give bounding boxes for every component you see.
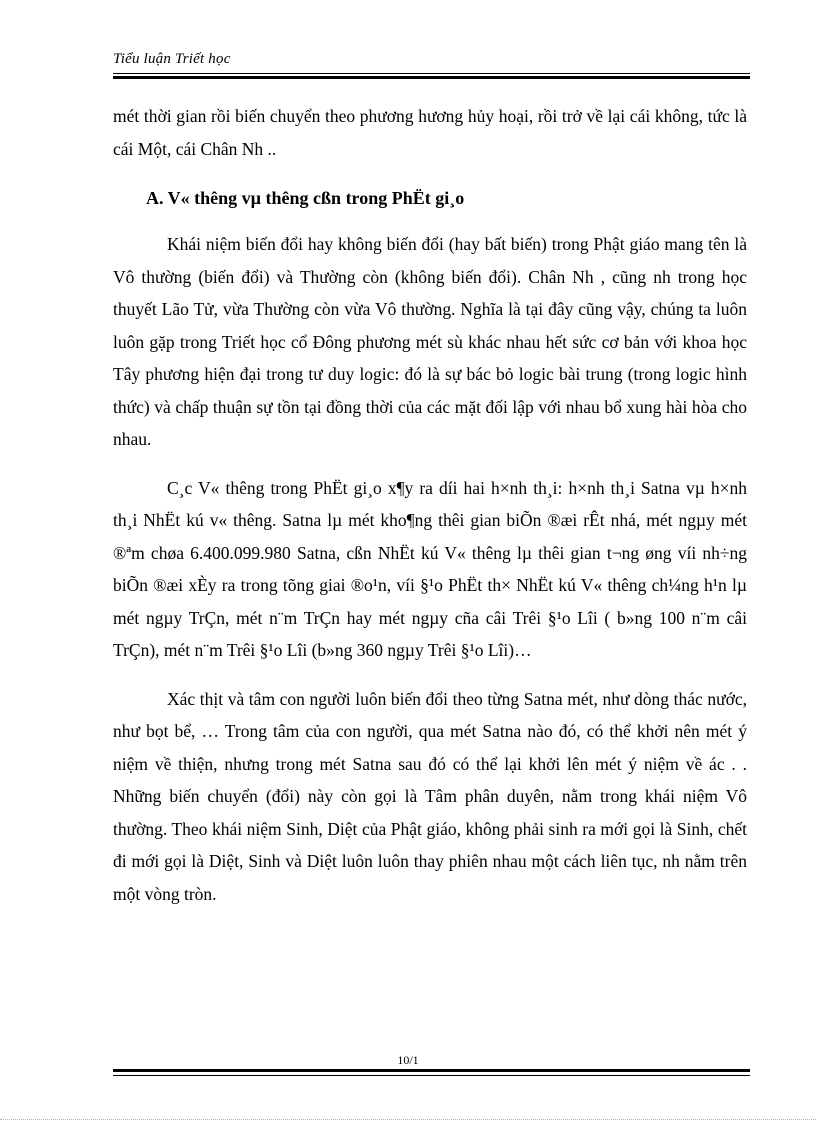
footer-rule-thin	[113, 1075, 750, 1076]
page-number: 10/1	[397, 1053, 419, 1067]
header-rule-thick	[113, 76, 750, 79]
body-text	[113, 100, 747, 910]
running-header: Tiểu luận Triết học	[113, 51, 231, 67]
page-edge-divider	[0, 1119, 816, 1120]
paragraph-3: Xác thịt và tâm con người luôn biến đổi theo từng Satna mét, như dòng thác nước, như bọt bể, … Trong tâm của con người, qua mét Satna nào đó, có thể khởi nên mét ý niệm về thiện, nhưng trong mét Satna sau đó có thể lại khởi lên mét ý niệm về ác . . Những biến chuyển (đổi) này còn gọi là Tâm phân duyên, nằm trong khái niệm Vô thường. Theo khái niệm Sinh, Diệt của Phật giáo, không phải sinh ra mới gọi là Sinh, chết đi mới gọi là Diệt, Sinh và Diệt luôn luôn thay phiên nhau một cách liên tục, nh nằm trên một vòng tròn.	[113, 688, 747, 904]
header-rule-thin	[113, 73, 750, 74]
paragraph-1: Khái niệm biến đổi hay không biến đổi (hay bất biến) trong Phật giáo mang tên là Vô thường (biến đổi) và Thường còn (không biến đổi). Chân Nh , cũng nh trong học thuyết Lão Tử, vừa Thường còn vừa Vô thường. Nghĩa là tại đây cũng vậy, chúng ta luôn luôn gặp trong Triết học cổ Đông phương mét sù khác nhau hết sức cơ bản với khoa học Tây phương hiện đại trong tư duy logic: đó là sự bác bỏ logic bài trung (trong logic hình thức) và chấp thuận sự tồn tại đồng thời của các mặt đối lập với nhau bổ xung hài hòa cho nhau.	[113, 234, 747, 449]
paragraph-2: C¸c V« thêng trong PhËt gi¸o x¶y ra díi hai h×nh th¸i: h×nh th¸i Satna vµ h×nh th¸i NhËt kú v« thêng. Satna lµ mét kho¶ng thêi gian biÕn ®æi rÊt nhá, mét ngµy mét ®ªm chøa 6.400.099.980 Satna, cßn NhËt kú V« thêng lµ thêi gian t¬ng øng víi nh÷ng biÕn ®æi xÈy ra trong tõng giai ®o¹n, víi §¹o PhËt th× NhËt kú V« thêng ch¼ng h¹n lµ mét ngµy TrÇn, mét n¨m TrÇn hay mét ngµy cña câi Trêi §¹o Lîi ( b»ng 100 n¨m câi TrÇn), mét n¨m Trêi §¹o Lîi (b»ng 360 ngµy Trêi §¹o Lîi)…	[113, 477, 747, 660]
footer-rule-thick	[113, 1069, 750, 1072]
section-heading: A. V« thêng vµ thêng cßn trong PhËt gi¸o	[146, 188, 465, 208]
continuation-paragraph: mét thời gian rồi biến chuyển theo phương hương hủy hoại, rồi trở về lại cái không, tức là cái Một, cái Chân Nh ..	[113, 106, 747, 159]
